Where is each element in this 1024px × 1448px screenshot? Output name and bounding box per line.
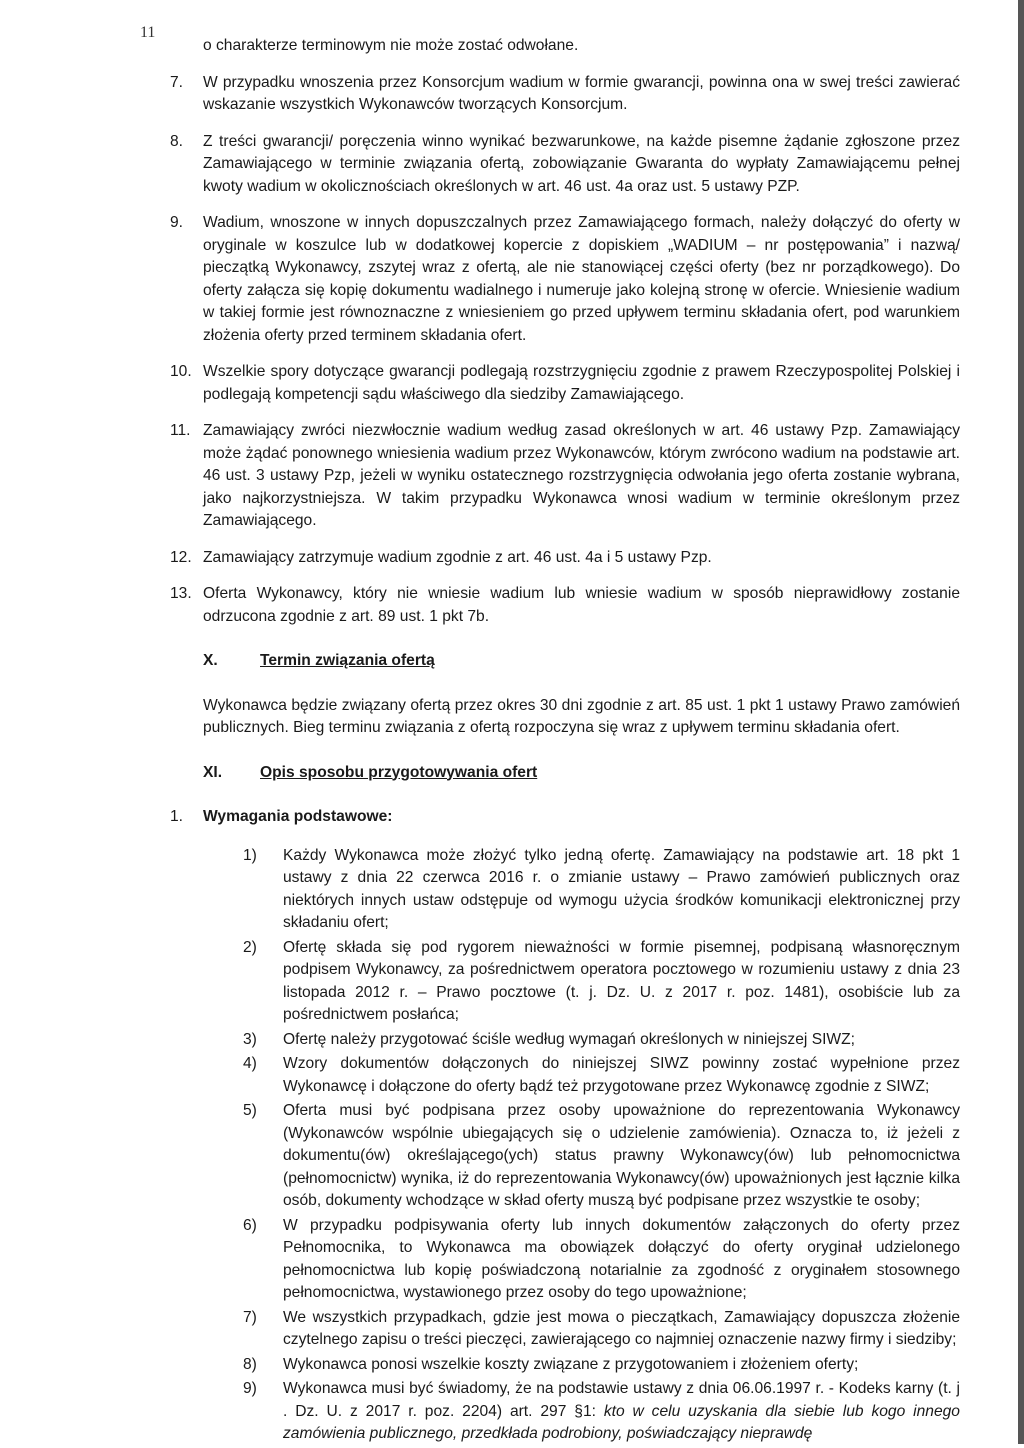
item-text: Oferta Wykonawcy, który nie wniesie wadium lub wniesie wadium w sposób nieprawidłowy zostanie odrzucona zgodnie z art. 89 ust. 1 pkt 7b. [203, 585, 960, 625]
item-text: Zamawiający zatrzymuje wadium zgodnie z art. 46 ust. 4a i 5 ustawy Pzp. [203, 548, 712, 566]
continuation-text: o charakterze terminowym nie może zostać odwołane. [203, 37, 579, 54]
item-number: 8. [170, 132, 184, 150]
page-number: 11 [140, 24, 156, 41]
item-number: 7. [170, 73, 184, 91]
list-item [170, 583, 960, 628]
sub-list-item [243, 1378, 960, 1446]
scan-edge-shadow [1018, 0, 1024, 1444]
list-item [170, 547, 960, 570]
sub-list-item [243, 937, 960, 1027]
sub-item-number: 8) [243, 1355, 257, 1373]
item-text: Z treści gwarancji/ poręczenia winno wynikać bezwarunkowe, na każde pisemne żądanie zgłoszone przez Zamawiającego w terminie związania ofertą, zobowiązanie Gwaranta do wypłaty Zamawiającemu pełnej kwoty wadium w okolicznościach określonych w art. 46 ust. 4a oraz ust. 5 ustawy PZP. [203, 132, 960, 195]
section-title: Opis sposobu przygotowywania ofert [260, 763, 538, 781]
sub-item-text: Wykonawca ponosi wszelkie koszty związane z przygotowaniem i złożeniem oferty; [283, 1355, 859, 1373]
section-number: XI. [203, 763, 223, 781]
item-number: 11. [170, 422, 191, 439]
item-number: 13. [170, 585, 192, 602]
sub-list-item [243, 1029, 960, 1052]
sub-item-text: We wszystkich przypadkach, gdzie jest mowa o pieczątkach, Zamawiający dopuszcza złożenie czytelnego zapisu o treści pieczęci, zawierającego co najmniej oznaczenie nazwy firmy i siedziby; [283, 1308, 960, 1348]
sub-item-text-italic: kto w celu uzyskania dla siebie lub kogo innego zamówienia publicznego, przedkłada podrobiony, poświadczający nieprawdę [283, 1402, 960, 1442]
sub-list-item [243, 1100, 960, 1213]
sub-item-text [283, 1378, 960, 1446]
item-text: Wadium, wnoszone w innych dopuszczalnych przez Zamawiającego formach, należy dołączyć do oferty w oryginale w koszulce lub w dodatkowej kopercie z dopiskiem „WADIUM – nr postępowania” i nazwą/ pieczątką Wykonawcy, zszytej wraz z ofertą, ale nie stanowiącej części oferty (bez nr porządkowego). Do oferty załącza się kopię dokumentu wadialnego i numeruje jako kolejną stronę w ofercie. Wniesienie wadium w takiej formie jest równoznaczne z wniesieniem go przed upływem terminu składania ofert, pod warunkiem złożenia oferty przed terminem składania ofert. [203, 214, 960, 344]
sub-list-item [243, 1053, 960, 1098]
sub-item-text: Oferta musi być podpisana przez osoby upoważnione do reprezentowania Wykonawcy (Wykonawców wspólnie ubiegających się o udzielenie zamówienia). Oznacza to, iż jeżeli z dokumentu(ów) określającego(ych) status prawny Wykonawcy(ów) lub pełnomocnictwa (pełnomocnictw) wynika, iż do reprezentowania Wykonawcy(ów) upoważnionych jest łącznie kilka osób, dokumenty wchodzące w skład oferty muszą być podpisane przez wszystkie te osoby; [283, 1102, 960, 1209]
item-text: W przypadku wnoszenia przez Konsorcjum wadium w formie gwarancji, powinna ona w swej treści zawierać wskazanie wszystkich Wykonawców tworzących Konsorcjum. [203, 73, 960, 113]
sub-item-text: Każdy Wykonawca może złożyć tylko jedną ofertę. Zamawiający na podstawie art. 18 pkt 1 ustawy z dnia 22 czerwca 2016 r. o zmianie ustawy – Prawo zamówień publicznych oraz niektórych innych ustaw odstępuje od wymogu użycia środków komunikacji elektronicznej przy składaniu ofert; [283, 846, 960, 931]
sub-item-number: 9) [243, 1380, 257, 1397]
sub-item-number: 4) [243, 1055, 257, 1072]
sub-item-text: Ofertę należy przygotować ściśle według wymagań określonych w niniejszej SIWZ; [283, 1030, 856, 1048]
requirements-title: Wymagania podstawowe: [203, 808, 393, 825]
sub-list-item [243, 1354, 960, 1377]
document-body [170, 35, 960, 1448]
requirements-heading [170, 806, 960, 829]
requirements-number: 1. [170, 808, 184, 825]
section-title: Termin związania ofertą [260, 652, 435, 669]
list-item [170, 420, 960, 533]
item-number: 10. [170, 363, 192, 380]
sub-list-item [243, 845, 960, 935]
section-xi-heading [203, 762, 960, 785]
section-x-paragraph: Wykonawca będzie związany ofertą przez okres 30 dni zgodnie z art. 85 ust. 1 pkt 1 ustawy Prawo zamówień publicznych. Bieg terminu związania z ofertą rozpoczyna się wraz z upływem terminu składania ofert. [203, 696, 960, 736]
sub-list-item [243, 1215, 960, 1305]
sub-item-number: 7) [243, 1308, 257, 1326]
item-text: Wszelkie spory dotyczące gwarancji podlegają rozstrzygnięciu zgodnie z prawem Rzeczypospolitej Polskiej i podlegają kompetencji sądu właściwego dla siedziby Zamawiającego. [203, 363, 960, 403]
item-text: Zamawiający zwróci niezwłocznie wadium według zasad określonych w art. 46 ustawy Pzp. Zamawiający może żądać ponownego wniesienia wadium przez Wykonawców, którym zwrócono wadium na podstawie art. 46 ust. 3 ustawy Pzp, jeżeli w wyniku ostatecznego rozstrzygnięcia odwołania jego oferta zostanie wybrana, jako najkorzystniejsza. W takim przypadku Wykonawca wnosi wadium w terminie określonym przez Zamawiającego. [203, 422, 960, 529]
sub-item-text: Wzory dokumentów dołączonych do niniejszej SIWZ powinny zostać wypełnione przez Wykonawcę i dołączone do oferty bądź też przygotowane przez Wykonawcę zgodnie z SIWZ; [283, 1055, 960, 1095]
sub-list-item [243, 1307, 960, 1352]
sub-item-number: 6) [243, 1216, 257, 1234]
sub-item-text: Ofertę składa się pod rygorem nieważności w formie pisemnej, podpisaną własnoręcznym podpisem Wykonawcy, za pośrednictwem operatora pocztowego w rozumieniu ustawy z dnia 23 listopada 2012 r. – Prawo pocztowe (t. j. Dz. U. z 2017 r. poz. 1481), osobiście lub za pośrednictwem posłańca; [283, 938, 960, 1023]
item-number: 9. [170, 214, 184, 231]
sub-item-number: 2) [243, 938, 257, 956]
sub-item-text: W przypadku podpisywania oferty lub innych dokumentów załączonych do oferty przez Pełnomocnika, to Wykonawca ma obowiązek dołączyć do oferty oryginał udzielonego pełnomocnictwa lub kopię poświadczoną notarialnie za zgodność z oryginałem stosownego pełnomocnictwa, wystawionego przez osoby do tego upoważnione; [283, 1216, 960, 1301]
wadium-list [170, 72, 960, 629]
item-number: 12. [170, 548, 192, 566]
sub-item-number: 3) [243, 1030, 257, 1048]
section-number: X. [203, 652, 218, 669]
sub-item-text-regular: Wykonawca musi być świadomy, że na podstawie ustawy z dnia 06.06.1997 r. - Kodeks karny (t. j . Dz. U. z 2017 r. poz. 2204) art. 297 §1: [283, 1380, 960, 1420]
list-item [170, 131, 960, 199]
section-x-heading [203, 650, 960, 673]
list-item [170, 361, 960, 406]
list-item [170, 212, 960, 347]
list-item [170, 72, 960, 117]
sub-item-number: 1) [243, 846, 257, 864]
requirements-list [243, 845, 960, 1446]
sub-item-number: 5) [243, 1102, 257, 1119]
